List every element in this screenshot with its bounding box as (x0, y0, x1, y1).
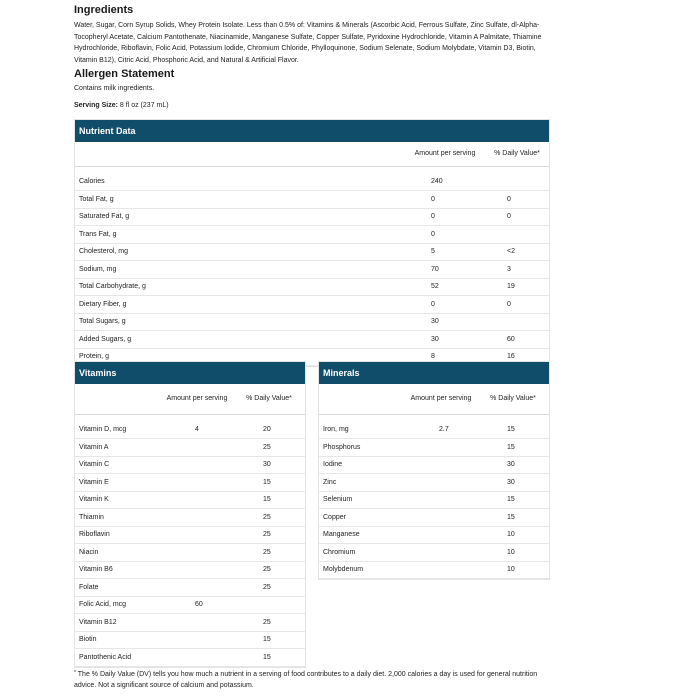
vitamins-row-name: Vitamin C (75, 456, 161, 474)
vitamins-row-name: Riboflavin (75, 526, 161, 544)
vitamins-row-amount (161, 561, 233, 579)
minerals-row-name: Phosphorus (319, 439, 405, 457)
minerals-row-dv: 10 (477, 561, 549, 579)
vitamins-panel (74, 361, 306, 668)
daily-value-footnote (74, 669, 550, 691)
minerals-panel (318, 361, 550, 580)
vitamins-row-amount (161, 631, 233, 649)
table-row (319, 544, 549, 562)
table-row (319, 421, 549, 439)
minerals-row-dv: 30 (477, 456, 549, 474)
nutrient-row-amount: 0 (405, 208, 485, 226)
nutrient-row-amount: 0 (405, 296, 485, 314)
minerals-row-name: Zinc (319, 474, 405, 492)
minerals-row-name: Manganese (319, 526, 405, 544)
nutrient-row-dv: 3 (485, 261, 549, 279)
minerals-row-name: Selenium (319, 491, 405, 509)
ingredients-text: Water, Sugar, Corn Syrup Solids, Whey Protein Isolate. Less than 0.5% of: Vitamins & Minerals (Ascorbic Acid, Ferrous Sulfate, Zinc Sulfate, dl-Alpha-Tocopheryl Acetate, Calcium Pantothenate, Niacinamide, Manganese Sulfate, Copper Sulfate, Pyridoxine Hydrochloride, Vitamin A Palmitate, Thiamine Hydrochloride, Riboflavin, Folic Acid, Potassium Iodide, Chromium Chloride, Phylloquinone, Sodium Selenate, Sodium Molybdate, Vitamin D3, Biotin, Vitamin B12), Citric Acid, Phosphoric Acid, and Natural & Artificial Flavor. (74, 22, 542, 64)
table-row (319, 491, 549, 509)
nutrient-row-name: Trans Fat, g (75, 226, 405, 244)
minerals-spacer-row (319, 414, 549, 421)
table-row (319, 456, 549, 474)
vitamins-row-dv: 15 (233, 474, 305, 492)
nutrient-spacer-row (75, 166, 549, 173)
nutrient-row-name: Sodium, mg (75, 261, 405, 279)
nutrient-row-name: Saturated Fat, g (75, 208, 405, 226)
minerals-row-amount (405, 491, 477, 509)
vitamins-row-name: Vitamin B12 (75, 614, 161, 632)
vitamins-title: Vitamins (75, 362, 305, 384)
nutrient-data-panel (74, 119, 550, 367)
table-row (75, 243, 549, 261)
vitamins-row-dv: 25 (233, 614, 305, 632)
minerals-row-amount (405, 526, 477, 544)
nutrient-row-amount: 240 (405, 173, 485, 191)
nutrient-row-name: Protein, g (75, 348, 405, 366)
vitamins-row-name: Vitamin B6 (75, 561, 161, 579)
nutrient-row-name: Total Sugars, g (75, 313, 405, 331)
table-row (75, 631, 305, 649)
vitamins-row-dv: 25 (233, 509, 305, 527)
table-row (75, 544, 305, 562)
table-row (75, 296, 549, 314)
table-row (75, 526, 305, 544)
table-row (319, 474, 549, 492)
nutrient-row-name: Calories (75, 173, 405, 191)
vitamins-row-dv: 25 (233, 526, 305, 544)
nutrient-row-dv: 0 (485, 296, 549, 314)
vitamins-row-name: Biotin (75, 631, 161, 649)
minerals-title: Minerals (319, 362, 549, 384)
nutrient-row-amount: 8 (405, 348, 485, 366)
minerals-row-amount (405, 509, 477, 527)
table-row (75, 649, 305, 667)
minerals-row-dv: 15 (477, 439, 549, 457)
vitamins-row-dv: 30 (233, 456, 305, 474)
vitamins-row-dv: 25 (233, 439, 305, 457)
vitamins-row-name: Folate (75, 579, 161, 597)
vitamins-row-name: Vitamin D, mcg (75, 421, 161, 439)
vitamins-row-name: Vitamin E (75, 474, 161, 492)
table-row (75, 614, 305, 632)
serving-size-value: 8 fl oz (237 mL) (119, 102, 169, 109)
vitamins-row-amount: 4 (161, 421, 233, 439)
minerals-table (319, 384, 549, 579)
table-row (75, 331, 549, 349)
vitamins-row-dv (233, 596, 305, 614)
allergen-title: Allergen Statement (74, 68, 175, 80)
vitamins-row-dv: 25 (233, 561, 305, 579)
minerals-col-amount: Amount per serving (405, 384, 477, 414)
ingredients-title: Ingredients (74, 4, 134, 16)
vitamins-row-name: Folic Acid, mcg (75, 596, 161, 614)
vitamins-row-dv: 25 (233, 544, 305, 562)
allergen-text: Contains milk ingredients. (74, 85, 155, 92)
minerals-row-name: Molybdenum (319, 561, 405, 579)
vitamins-row-dv: 15 (233, 649, 305, 667)
nutrient-row-dv: 16 (485, 348, 549, 366)
minerals-row-dv: 10 (477, 526, 549, 544)
table-row (319, 526, 549, 544)
nutrient-row-dv (485, 313, 549, 331)
minerals-row-amount (405, 474, 477, 492)
table-row (75, 596, 305, 614)
nutrient-row-name: Added Sugars, g (75, 331, 405, 349)
nutrient-row-amount: 0 (405, 191, 485, 209)
nutrient-row-amount: 0 (405, 226, 485, 244)
nutrient-row-name: Cholesterol, mg (75, 243, 405, 261)
vitamins-row-amount (161, 491, 233, 509)
minerals-row-name: Iodine (319, 456, 405, 474)
table-row (319, 561, 549, 579)
footnote-text: The % Daily Value (DV) tells you how much a nutrient in a serving of food contributes to a daily diet. 2,000 calories a day is used for general nutrition advice. Not a significant source of calcium and potassium. (74, 671, 538, 689)
table-row (75, 191, 549, 209)
vitamins-table (75, 384, 305, 667)
table-row (319, 509, 549, 527)
nutrient-table (75, 142, 549, 366)
vitamins-row-amount: 60 (161, 596, 233, 614)
minerals-row-name: Iron, mg (319, 421, 405, 439)
vitamins-row-dv: 20 (233, 421, 305, 439)
vitamins-row-amount (161, 579, 233, 597)
nutrient-row-dv: 0 (485, 208, 549, 226)
minerals-row-dv: 30 (477, 474, 549, 492)
nutrient-row-dv: <2 (485, 243, 549, 261)
minerals-row-amount (405, 561, 477, 579)
table-row (75, 278, 549, 296)
nutrient-row-amount: 30 (405, 331, 485, 349)
vitamins-row-dv: 25 (233, 579, 305, 597)
table-row (75, 421, 305, 439)
vitamins-row-amount (161, 649, 233, 667)
vitamins-row-amount (161, 439, 233, 457)
nutrient-row-amount: 5 (405, 243, 485, 261)
table-row (75, 261, 549, 279)
table-row (75, 456, 305, 474)
table-row (75, 579, 305, 597)
nutrient-row-dv (485, 173, 549, 191)
table-row (75, 474, 305, 492)
nutrient-row-name: Total Fat, g (75, 191, 405, 209)
nutrient-row-amount: 30 (405, 313, 485, 331)
vitamins-row-name: Niacin (75, 544, 161, 562)
minerals-row-dv: 15 (477, 509, 549, 527)
minerals-row-amount (405, 544, 477, 562)
vitamins-row-name: Pantothenic Acid (75, 649, 161, 667)
vitamins-row-amount (161, 614, 233, 632)
vitamins-row-dv: 15 (233, 631, 305, 649)
minerals-col-dv: % Daily Value* (477, 384, 549, 414)
table-row (75, 491, 305, 509)
vitamins-row-amount (161, 544, 233, 562)
footnote-marker: * (74, 670, 76, 676)
serving-size-label: Serving Size: (74, 102, 118, 109)
minerals-row-dv: 15 (477, 491, 549, 509)
table-row (319, 439, 549, 457)
vitamins-row-name: Vitamin A (75, 439, 161, 457)
nutrient-row-dv (485, 226, 549, 244)
nutrient-col-amount: Amount per serving (405, 142, 485, 166)
minerals-row-name: Chromium (319, 544, 405, 562)
nutrient-row-dv: 0 (485, 191, 549, 209)
vitamins-col-name (75, 384, 161, 414)
minerals-row-name: Copper (319, 509, 405, 527)
table-row (75, 173, 549, 191)
table-row (75, 313, 549, 331)
nutrient-row-amount: 70 (405, 261, 485, 279)
nutrient-row-dv: 60 (485, 331, 549, 349)
nutrient-data-title: Nutrient Data (75, 120, 549, 142)
minerals-row-amount (405, 456, 477, 474)
table-row (75, 226, 549, 244)
vitamins-row-name: Thiamin (75, 509, 161, 527)
vitamins-row-amount (161, 526, 233, 544)
vitamins-col-dv: % Daily Value* (233, 384, 305, 414)
table-row (75, 561, 305, 579)
table-row (75, 439, 305, 457)
nutrient-col-dv: % Daily Value* (485, 142, 549, 166)
vitamins-row-dv: 15 (233, 491, 305, 509)
serving-size (74, 102, 169, 109)
nutrient-row-name: Dietary Fiber, g (75, 296, 405, 314)
minerals-col-name (319, 384, 405, 414)
minerals-row-amount: 2.7 (405, 421, 477, 439)
nutrient-row-name: Total Carbohydrate, g (75, 278, 405, 296)
vitamins-row-amount (161, 509, 233, 527)
vitamins-col-amount: Amount per serving (161, 384, 233, 414)
minerals-row-dv: 10 (477, 544, 549, 562)
nutrient-row-amount: 52 (405, 278, 485, 296)
nutrient-col-name (75, 142, 405, 166)
vitamins-row-amount (161, 474, 233, 492)
minerals-row-amount (405, 439, 477, 457)
table-row (75, 208, 549, 226)
table-row (75, 509, 305, 527)
vitamins-row-name: Vitamin K (75, 491, 161, 509)
nutrient-row-dv: 19 (485, 278, 549, 296)
minerals-row-dv: 15 (477, 421, 549, 439)
vitamins-row-amount (161, 456, 233, 474)
vitamins-spacer-row (75, 414, 305, 421)
